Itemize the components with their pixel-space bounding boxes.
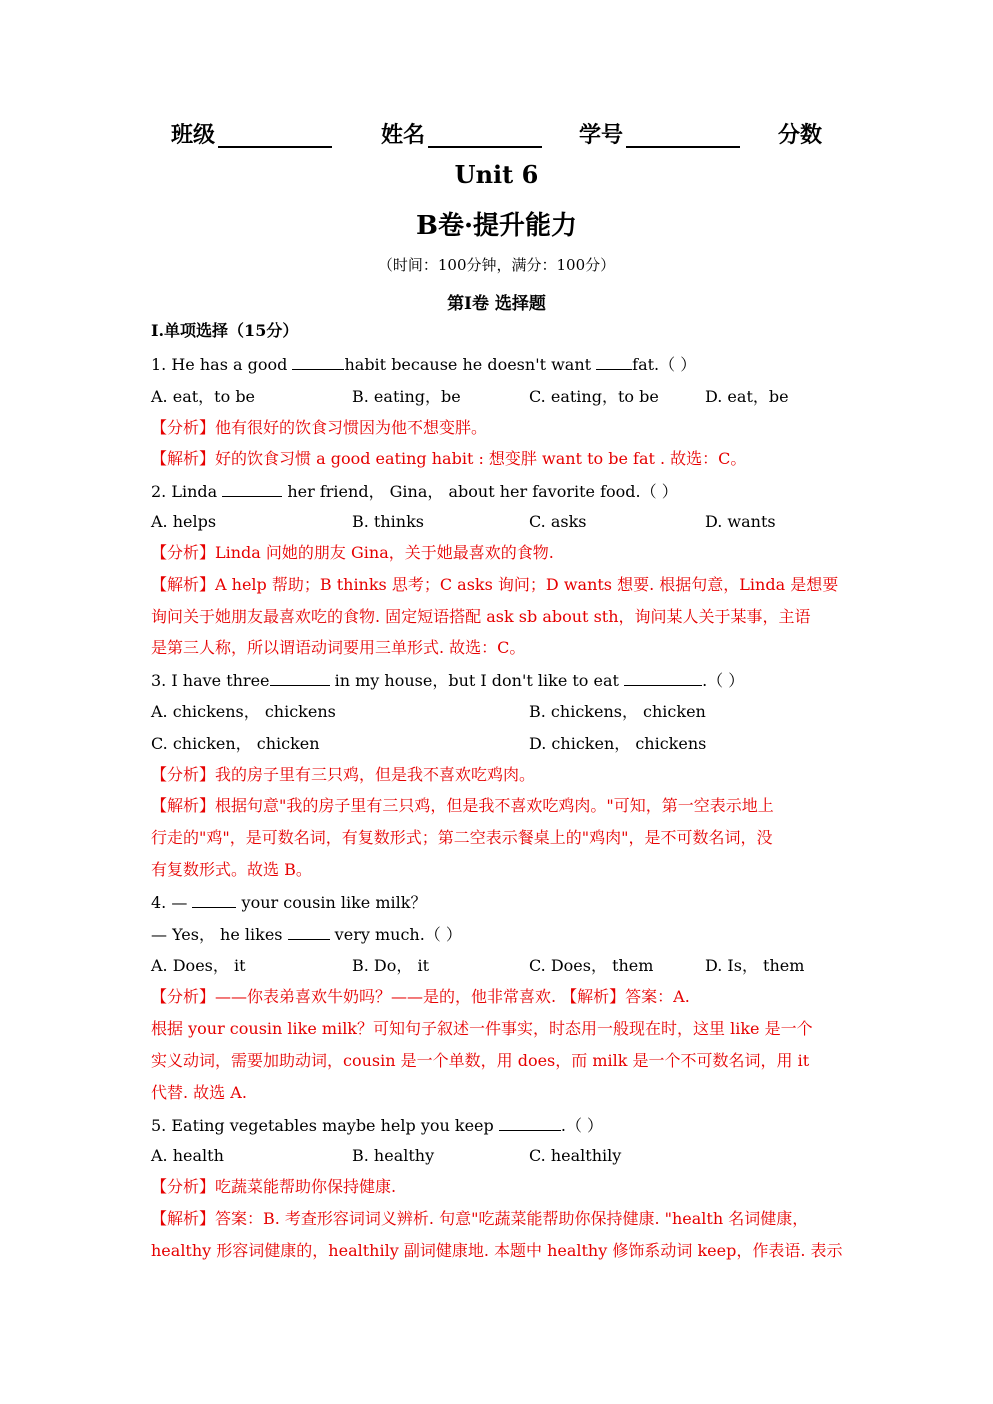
question-1-explanation: 【解析】好的饮食习惯 a good eating habit : 想变胖 want to be fat . 故选：C。 (151, 449, 747, 468)
option-a[interactable]: A. helps (151, 512, 217, 531)
option-c[interactable]: C. chicken， chicken (151, 734, 320, 753)
answer-blank[interactable] (270, 667, 330, 686)
question-1-stem: 1. He has a good habit because he doesn't want fat.（ ） (151, 351, 851, 377)
question-5-stem: 5. Eating vegetables maybe help you keep .（ ） (151, 1112, 851, 1138)
option-d[interactable]: D. chicken， chickens (529, 734, 707, 753)
question-1-analysis: 【分析】他有很好的饮食习惯因为他不想变胖。 (151, 418, 488, 437)
answer-blank[interactable] (499, 1112, 561, 1131)
answer-blank[interactable] (192, 889, 236, 908)
option-a[interactable]: A. chickens， chickens (151, 702, 336, 721)
answer-blank[interactable] (596, 351, 632, 370)
question-5-options (151, 1143, 851, 1169)
option-b[interactable]: B. chickens， chicken (529, 702, 706, 721)
option-d[interactable]: D. wants (705, 512, 776, 531)
question-4-explanation-line: 实义动词，需要加助动词，cousin 是一个单数，用 does，而 milk 是一个不可数名词，用 it (151, 1051, 810, 1070)
question-4-explanation-line: 根据 your cousin like milk？可知句子叙述一件事实，时态用一般现在时，这里 like 是一个 (151, 1019, 813, 1038)
question-5-analysis: 【分析】吃蔬菜能帮助你保持健康. (151, 1177, 397, 1196)
option-b[interactable]: B. Do， it (352, 956, 430, 975)
question-3-analysis: 【分析】我的房子里有三只鸡，但是我不喜欢吃鸡肉。 (151, 765, 536, 784)
name-blank[interactable] (428, 146, 542, 148)
option-a[interactable]: A. health (151, 1146, 224, 1165)
question-3-options-row (151, 699, 851, 725)
option-a[interactable]: A. eat，to be (151, 387, 256, 406)
unit-title: Unit 6 (454, 160, 539, 189)
question-3-explanation-line: 行走的"鸡"，是可数名词，有复数形式；第二空表示餐桌上的"鸡肉"，是不可数名词，没 (151, 828, 773, 847)
name-label: 姓名 (381, 122, 426, 148)
paper-subtitle: B卷·提升能力 (415, 211, 578, 241)
option-d[interactable]: D. eat，be (705, 387, 789, 406)
question-2-explanation-line: 【解析】A help 帮助；B thinks 思考；C asks 询问；D wants 想要. 根据句意，Linda 是想要 (151, 575, 839, 594)
student-id-blank[interactable] (626, 146, 740, 148)
section-heading: I.单项选择（15分） (151, 321, 299, 340)
option-d[interactable]: D. Is， them (705, 956, 805, 975)
class-label: 班级 (171, 122, 216, 148)
question-2-stem: 2. Linda her friend， Gina， about her favorite food.（ ） (151, 478, 851, 504)
question-4-explanation-line: 代替. 故选 A. (151, 1083, 247, 1102)
question-3-explanation-line: 有复数形式。故选 B。 (151, 860, 312, 879)
part-title: 第Ⅰ卷 选择题 (447, 294, 546, 314)
option-c[interactable]: C. asks (529, 512, 587, 531)
question-4-options (151, 953, 851, 979)
answer-blank[interactable] (288, 921, 330, 940)
answer-blank[interactable] (222, 478, 282, 497)
question-3-stem: 3. I have three in my house，but I don't like to eat .（ ） (151, 667, 851, 693)
option-b[interactable]: B. healthy (352, 1146, 435, 1165)
option-c[interactable]: C. healthily (529, 1146, 622, 1165)
option-b[interactable]: B. thinks (352, 512, 424, 531)
student-id-label: 学号 (579, 122, 624, 148)
student-info-row (0, 118, 993, 152)
question-2-explanation-line: 询问关于她朋友最喜欢吃的食物. 固定短语搭配 ask sb about sth，询问某人关于某事，主语 (151, 607, 811, 626)
question-4-analysis: 【分析】——你表弟喜欢牛奶吗？——是的，他非常喜欢. 【解析】答案：A. (151, 987, 690, 1006)
question-3-explanation-line: 【解析】根据句意"我的房子里有三只鸡，但是我不喜欢吃鸡肉。"可知，第一空表示地上 (151, 796, 774, 815)
option-c[interactable]: C. Does， them (529, 956, 654, 975)
question-2-analysis: 【分析】Linda 问她的朋友 Gina，关于她最喜欢的食物. (151, 543, 554, 562)
question-4-stem: 4. — your cousin like milk？ (151, 889, 851, 915)
score-label: 分数 (778, 122, 823, 148)
class-blank[interactable] (218, 146, 332, 148)
question-3-options-row (151, 731, 851, 757)
option-a[interactable]: A. Does， it (151, 956, 246, 975)
answer-blank[interactable] (292, 351, 344, 370)
question-2-explanation-line: 是第三人称，所以谓语动词要用三单形式. 故选：C。 (151, 638, 526, 657)
option-b[interactable]: B. eating，be (352, 387, 461, 406)
answer-blank[interactable] (624, 667, 702, 686)
option-c[interactable]: C. eating，to be (529, 387, 659, 406)
question-2-options (151, 509, 851, 535)
question-4-stem-reply: — Yes， he likes very much.（ ） (151, 921, 851, 947)
time-note: （时间：100分钟，满分：100分） (377, 256, 616, 274)
question-5-explanation-line: 【解析】答案：B. 考查形容词词义辨析. 句意"吃蔬菜能帮助你保持健康. "health 名词健康， (151, 1209, 809, 1228)
question-1-options (151, 384, 851, 410)
question-5-explanation-line: healthy 形容词健康的，healthily 副词健康地. 本题中 healthy 修饰系动词 keep，作表语. 表示 (151, 1241, 843, 1260)
